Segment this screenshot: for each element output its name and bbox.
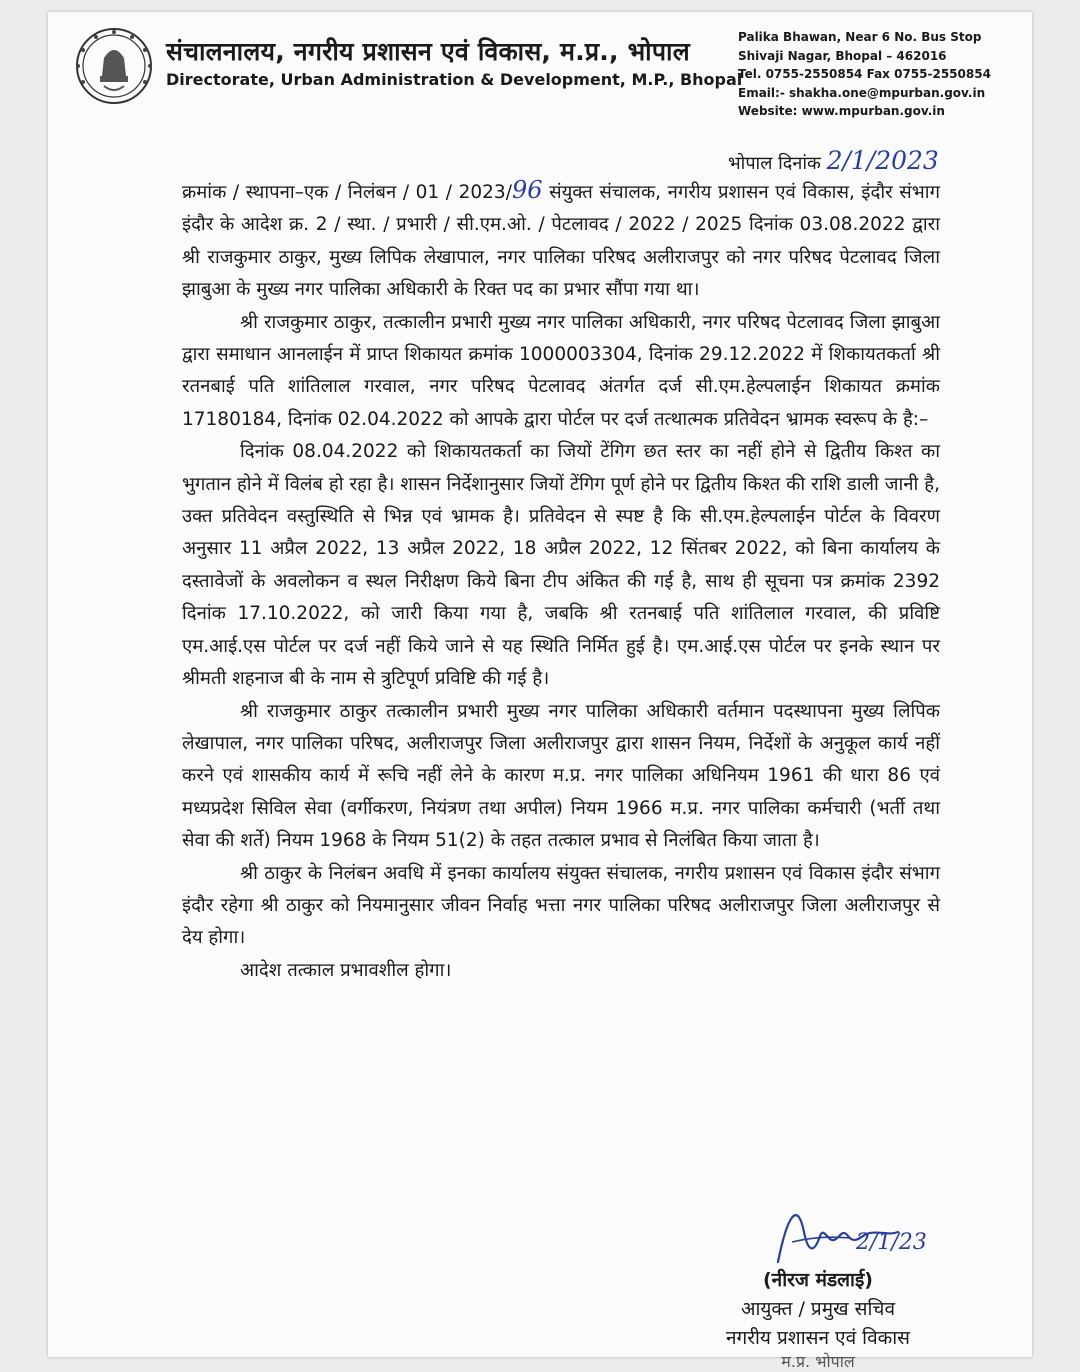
signatory-location: म.प्र. भोपाल bbox=[781, 1352, 855, 1371]
contact-address-line1: Palika Bhawan, Near 6 No. Bus Stop bbox=[738, 30, 982, 44]
signature-handwritten-date: 2/1/23 bbox=[856, 1230, 927, 1255]
contact-address-line2: Shivaji Nagar, Bhopal – 462016 bbox=[738, 48, 947, 63]
signatory-block bbox=[688, 1266, 948, 1353]
signatory-name: (नीरज मंडलाई) bbox=[763, 1269, 873, 1291]
mp-government-emblem bbox=[74, 24, 154, 108]
order-paragraph-1-text: संयुक्त संचालक, नगरीय प्रशासन एवं विकास, इंदौर संभाग इंदौर के आदेश क्र. 2 / स्था. / प्रभारी / सी.एम.ओ. / पेटलावद / 2022 / 2025 दिनांक 03.08.2022 द्वारा श्री राजकुमार ठाकुर, मुख्य लिपिक लेखापाल, नगर पालिका परिषद अलीराजपुर को नगर परिषद पेटलावद जिला झाबुआ के मुख्य नगर पालिका अधिकारी के रिक्त पद का प्रभार सौंपा गया था। bbox=[182, 182, 941, 301]
order-paragraph-4: श्री राजकुमार ठाकुर तत्कालीन प्रभारी मुख्य नगर पालिका अधिकारी वर्तमान पदस्थापना मुख्य लिपिक लेखापाल, नगर पालिका परिषद, अलीराजपुर जिला अलीराजपुर द्वारा शासन नियम, निर्देशों के अनुकूल कार्य नहीं करने एवं शासकीय कार्य में रूचि नहीं लेने के कारण म.प्र. नगर पालिका अधिनियम 1961 की धारा 86 एवं मध्यप्रदेश सिविल सेवा (वर्गीकरण, नियंत्रण तथा अपील) नियम 1966 म.प्र. नगर पालिका कर्मचारी (भर्ती तथा सेवा की शर्ते) नियम 1968 के नियम 51(2) के तहत तत्काल प्रभाव से निलंबित किया जाता है। bbox=[182, 700, 940, 852]
signatory-designation: आयुक्त / प्रमुख सचिव bbox=[740, 1298, 896, 1320]
date-line bbox=[728, 146, 939, 175]
order-paragraph-3: दिनांक 08.04.2022 को शिकायतकर्ता का जियों टेंगिग छत स्तर का नहीं होने से द्वितीय किश्त का भुगतान होने में विलंब हो रहा है। शासन निर्देशानुसार जियों टेंगिग पूर्ण होने पर द्वितीय किश्त की राशि डाली जानी है, उक्त प्रतिवेदन वस्तुस्थिति से भिन्न एवं भ्रामक है। प्रतिवेदन से स्पष्ट है कि सी.एम.हेल्पलाईन पोर्टल के विवरण अनुसार 11 अप्रैल 2022, 13 अप्रैल 2022, 18 अप्रैल 2022, 12 सिंतबर 2022, को बिना कार्यालय के दस्तावेजों के अवलोकन व स्थल निरीक्षण किये बिना टीप अंकित की गई है, साथ ही सूचना पत्र क्रमांक 2392 दिनांक 17.10.2022, को जारी किया गया है, जबकि श्री रतनबाई पति शांतिलाल गरवाल, की प्रविष्टि एम.आई.एस पोर्टल पर दर्ज नहीं किये जाने से यह स्थिति निर्मित हुई है। एम.आई.एस पोर्टल पर इनके स्थान पर श्रीमती शहनाज बी के नाम से त्रुटिपूर्ण प्रविष्टि की गई है। bbox=[182, 441, 940, 690]
handwritten-date: 2/1/2023 bbox=[826, 146, 939, 175]
order-paragraph-2: श्री राजकुमार ठाकुर, तत्कालीन प्रभारी मुख्य नगर पालिका अधिकारी, नगर परिषद पेटलावद जिला झाबुआ द्वारा समाधान आनलाईन में प्राप्त शिकायत क्रमांक 1000003304, दिनांक 29.12.2022 में शिकायतकर्ता श्री रतनबाई पति शांतिलाल गरवाल, नगर परिषद पेटलावद अंतर्गत दर्ज सी.एम.हेल्पलाईन शिकायत क्रमांक 17180184, दिनांक 02.04.2022 को आपके द्वारा पोर्टल पर दर्ज तत्थात्मक प्रतिवेदन भ्रामक स्वरूप के है:– bbox=[182, 311, 940, 430]
order-paragraph-1 bbox=[182, 174, 940, 307]
order-body bbox=[182, 174, 940, 987]
order-ref-number: क्रमांक / स्थापना–एक / निलंबन / 01 / 2023/ bbox=[182, 182, 512, 203]
contact-phone: Tel. 0755-2550854 Fax 0755-2550854 bbox=[738, 67, 991, 81]
signatory-department: नगरीय प्रशासन एवं विकास bbox=[725, 1327, 911, 1349]
contact-email: Email:- shakha.one@mpurban.gov.in bbox=[738, 85, 986, 100]
date-label: भोपाल दिनांक bbox=[728, 153, 821, 174]
header-title-english: Directorate, Urban Administration & Development, M.P., Bhopal bbox=[166, 70, 743, 89]
document-page bbox=[48, 12, 1032, 1371]
order-ref-handwritten: 96 bbox=[511, 176, 543, 204]
contact-block bbox=[738, 28, 991, 121]
header-title-hindi: संचालनालय, नगरीय प्रशासन एवं विकास, म.प्र., भोपाल bbox=[166, 37, 690, 66]
order-paragraph-6: आदेश तत्काल प्रभावशील होगा। bbox=[240, 959, 452, 981]
order-paragraph-5: श्री ठाकुर के निलंबन अवधि में इनका कार्यालय संयुक्त संचालक, नगरीय प्रशासन एवं विकास इंदौर संभाग इंदौर रहेगा श्री ठाकुर को नियमानुसार जीवन निर्वाह भत्ता नगर पालिका परिषद अलीराजपुर जिला अलीराजपुर से देय होगा। bbox=[182, 862, 940, 949]
contact-website: Website: www.mpurban.gov.in bbox=[738, 104, 945, 118]
